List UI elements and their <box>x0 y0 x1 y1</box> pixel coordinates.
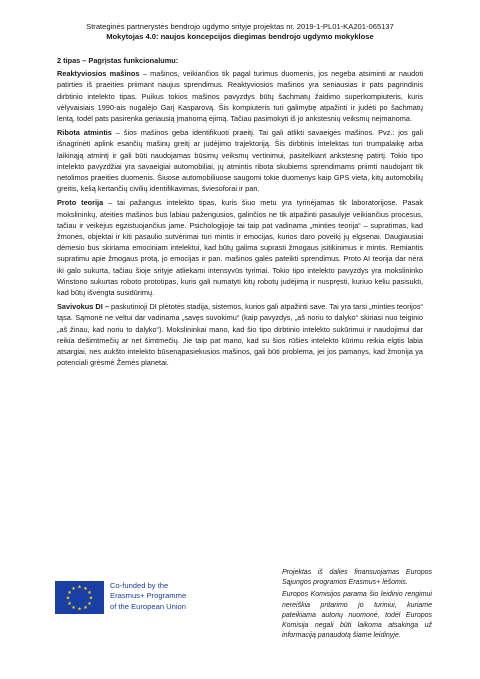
svg-text:★: ★ <box>83 605 88 611</box>
paragraph-limited-memory <box>57 127 423 194</box>
svg-text:★: ★ <box>77 584 82 591</box>
header-title: Mokytojas 4.0: naujos koncepcijos diegimas bendrojo ugdymo mokyklose <box>106 32 374 41</box>
svg-text:★: ★ <box>88 595 94 602</box>
svg-text:★: ★ <box>77 606 82 613</box>
document-footer <box>0 548 480 668</box>
term-reactive-machines: Reaktyviosios mašinos <box>57 69 140 79</box>
eu-flag-icon <box>55 581 104 614</box>
eu-line: of the European Union <box>110 601 186 611</box>
paragraph-self-aware-ai <box>57 301 423 368</box>
funding-disclaimer <box>282 568 432 643</box>
paragraph-text: paskutinioji DI plėtotės stadija, sistemos, kurios gali atpažinti save. Tai yra tarsi „minties teorijos“ tąsa. Sąmonė ne veltui dar vadinama „savęs suvokimu“ (kaip pavyzdys, „aš noriu to dalyko“ skiriasi nuo teiginio „aš žinau, kad noriu to dalyko“). Mokslininkai mano, kad šio tipo dirbtinio intelekto sukūrimui ir naudojimui dar reikia dešimtmečių ar net šimtmečių. Jie taip pat mano, kad su šios rūšies intelekto kūrimu reikia elgtis labia atsargiai, nes aukšto intelekto būsenąpasiekusios mašinos, gali būti problema, jei jos pamanys, kad žmonija ya potenciali grėsmė Žemės planetai. <box>57 302 424 368</box>
eu-line: Erasmus+ Programme <box>110 591 187 601</box>
document-header <box>40 22 440 42</box>
svg-text:★: ★ <box>67 601 72 607</box>
section-title: 2 tipas – Pagrįstas funkcionalumu: <box>57 56 179 65</box>
term-theory-of-mind: Proto teorija <box>57 198 104 208</box>
svg-text:★: ★ <box>87 601 92 607</box>
eu-cofunded-text <box>110 581 186 612</box>
paragraph-text: – šios mašinos geba identifikuoti praeitį. Tai gali atlikti savaeigės mašinos. Pvz.: jos gali išnagrinėti aplink esančių mašinų greitį ar judėjimo trajektoriją. Šis dirbtinis intelektas turi trumpalaikę arba laikinąją atmintį ir gali būti naudojamas būsimų veiksmų vertinimui, pasitelkiant ankstesnę patirtį. Tokio tipo intelekto pavyzdžiai yra savaeigiai automobiliai, jų atmintis ribota skubiems sprendimams priimti naudojant tik netolimos praeities duomenis. Šiuose automobiliuose saugomi tokie duomenys kaip GPS vieta, kitų automobilių greitis, kelią kertančių civilių identifikavimas, šviesoforai ir pan. <box>57 128 424 194</box>
paragraph-text: – mašinos, veikiančios tik pagal turimus duomenis, jos negeba atsiminti ar naudoti patirties iš praeities priimant naujus sprendimus. Reaktyviosios mašinos yra seniausias ir pats pagrindinis dirbtinio intelekto tipas. Puikus tokios mašinos pavyzdys būtų šachmatų žaidimo superkompiuteris, kuris vėlyvaisiais 1990-ais nugalėjo Garį Kasparovą. Šis kompiuteris turi galimybę atpažinti ir judėti po šachmatų lentą, todėl pats pasirenka geriausią įmanomą ėjimą. Tačiau pasimokyti iš jo ankstesnių veiksmų neįmanoma. <box>57 69 424 124</box>
document-body <box>57 55 423 371</box>
svg-text:★: ★ <box>67 590 72 596</box>
disclaimer-liability: Europos Komisijos parama šio leidinio rengimui nereiškia pritarimo jo turiniui, kuriame pateikiama autorių nuomonė, todėl Europos Komisija negali būti laikoma atsakinga už informaciją panaudotą šiame leidinyje. <box>282 591 432 640</box>
header-project-line: Strateginės partnerystės bendrojo ugdymo srityje projektas nr. 2019-1-PL01-KA201-065137 <box>86 22 394 31</box>
svg-text:★: ★ <box>65 595 71 602</box>
paragraph-text: – tai pažangus intelekto tipas, kuris šiuo metu yra tyrinėjamas tik laboratorijose. Pasak mokslininkų, ateities mašinos bus labiau pažengusios, galinčios ne tik atpažinti pasaulyje veikiančius procesus, tačiau ir veikėjus egzistuojančius jame. Psichologijoje tai taip pat vadinama „minties teorija“ – supratimas, kad žmonės, objektai ir kiti pasaulio sutvėrimai turi mintis ir emocijas, kurios daro poveikį jų elgsenai. Daugiausiai dėmesio bus skiriama emociniam intelektui, kad būtų galima suprasti žmogaus įsitikinimus ir mintis. Remiantis supratimu apie žmogaus protą, jo emocijas ir pan. mašinos galės pateikti sprendimus. Proto AI teorija dar nėra iki galo sukurta, tačiau šioje srityje atliekami intensyvūs tyrimai. Tokio tipo intelekto pavyzdys yra mokslininko Winstono sukurtas roboto prototipas, kuris gali numatyti kitų robotų judėjimą ir nuspręsti, kuriuo keliu pasisukti, kad būtų išvengta susidūrimų. <box>57 198 423 298</box>
disclaimer-funding: Projektas iš dalies finansuojamas Europos Sąjungos programos Erasmus+ lėšomis. <box>282 569 432 587</box>
svg-text:★: ★ <box>71 605 76 611</box>
term-limited-memory: Ribota atmintis <box>57 128 112 138</box>
svg-text:★: ★ <box>71 586 76 592</box>
eu-line: Co-funded by the <box>110 581 169 590</box>
paragraph-theory-of-mind <box>57 197 423 298</box>
svg-text:★: ★ <box>87 590 92 596</box>
paragraph-reactive-machines <box>57 68 423 124</box>
term-self-aware-ai: Savivokus DI – <box>57 302 109 312</box>
svg-text:★: ★ <box>83 586 88 592</box>
